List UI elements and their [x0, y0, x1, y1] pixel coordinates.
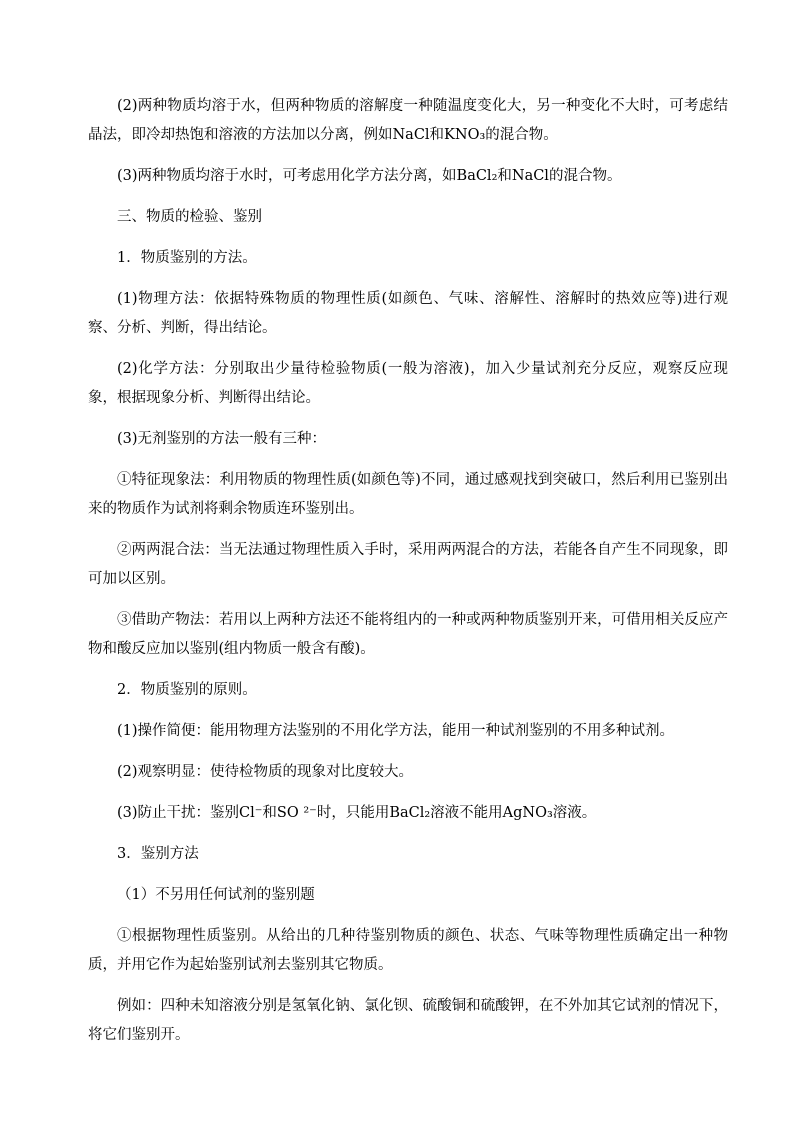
- paragraph-pairwise-mixing: ②两两混合法：当无法通过物理性质入手时，采用两两混合的方法，若能各自产生不同现象，即可加以区别。: [88, 542, 728, 587]
- subheading-identification-methods: 1．物质鉴别的方法。: [117, 250, 257, 266]
- subheading-identification-principles: 2．物质鉴别的原则。: [117, 682, 257, 698]
- paragraph-obvious-observation: (2)观察明显：使待检物质的现象对比度较大。: [117, 764, 414, 780]
- subheading-identification-approaches: 3．鉴别方法: [117, 846, 199, 862]
- paragraph-example: 例如：四种未知溶液分别是氢氧化钠、氯化钡、硫酸铜和硫酸钾，在不外加其它试剂的情况下，将它们鉴别开。: [88, 998, 728, 1043]
- paragraph-physical-method: (1)物理方法：依据特殊物质的物理性质(如颜色、气味、溶解性、溶解时的热效应等)进行观察、分析、判断，得出结论。: [88, 291, 728, 336]
- paragraph-characteristic-phenomenon: ①特征现象法：利用物质的物理性质(如颜色等)不同，通过感观找到突破口，然后利用已鉴别出来的物质作为试剂将剩余物质连环鉴别出。: [88, 472, 728, 517]
- paragraph-separation-chemical: (3)两种物质均溶于水时，可考虑用化学方法分离，如BaCl₂和NaCl的混合物。: [117, 168, 622, 184]
- paragraph-separation-crystallization: (2)两种物质均溶于水，但两种物质的溶解度一种随温度变化大，另一种变化不大时，可考虑结晶法，即冷却热饱和溶液的方法加以分离，例如NaCl和KNO₃的混合物。: [88, 98, 728, 143]
- section-heading-identification: 三、物质的检验、鉴别: [117, 209, 262, 225]
- paragraph-product-method: ③借助产物法：若用以上两种方法还不能将组内的一种或两种物质鉴别开来，可借用相关反应产物和酸反应加以鉴别(组内物质一般含有酸)。: [88, 612, 728, 657]
- paragraph-physical-property-identification: ①根据物理性质鉴别。从给出的几种待鉴别物质的颜色、状态、气味等物理性质确定出一种物质，并用它作为起始鉴别试剂去鉴别其它物质。: [88, 928, 728, 973]
- document-body: [88, 92, 728, 1062]
- paragraph-chemical-method: (2)化学方法：分别取出少量待检验物质(一般为溶液)，加入少量试剂充分反应，观察反应现象，根据现象分析、判断得出结论。: [88, 361, 728, 406]
- paragraph-prevent-interference: (3)防止干扰：鉴别Cl⁻和SO ²⁻时，只能用BaCl₂溶液不能用AgNO₃溶液。: [117, 805, 597, 821]
- paragraph-simple-operation: (1)操作简便：能用物理方法鉴别的不用化学方法，能用一种试剂鉴别的不用多种试剂。: [117, 723, 675, 739]
- paragraph-reagentless-methods: (3)无剂鉴别的方法一般有三种：: [117, 431, 327, 447]
- paragraph-no-extra-reagent: （1）不另用任何试剂的鉴别题: [117, 887, 315, 903]
